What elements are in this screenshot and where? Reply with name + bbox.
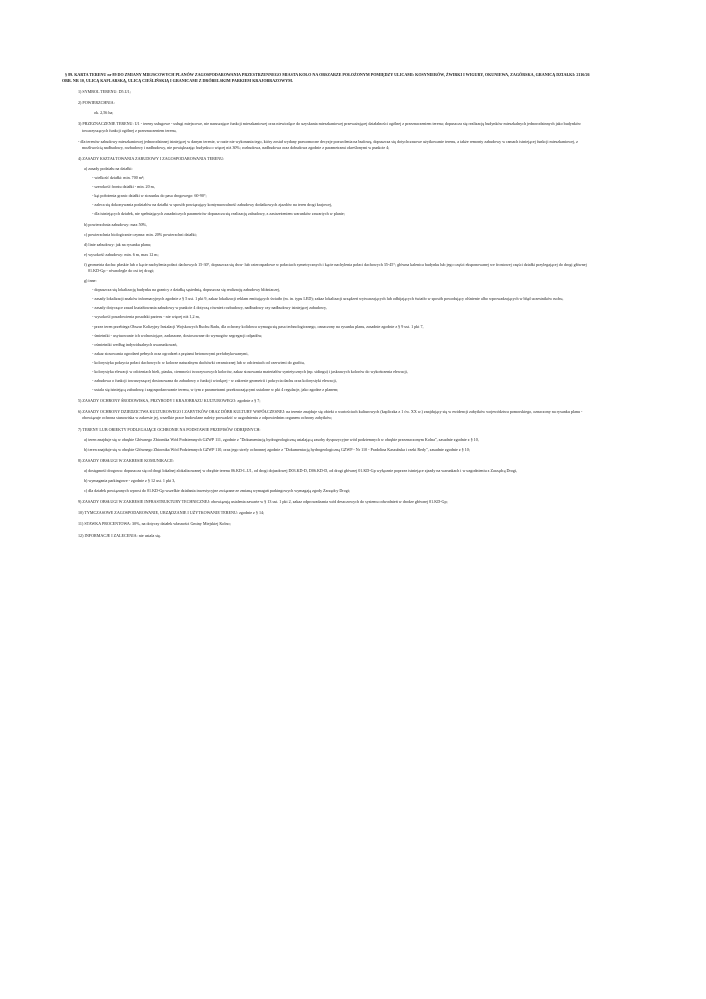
section-area-value: ok. 2,56 ha; xyxy=(94,110,114,116)
section-symbol: 1) SYMBOL TERENU: D5.U1; xyxy=(78,89,131,95)
transport-item: b) wymagania parkingowe - zgodnie z § 12 ust. 1 pkt 3, xyxy=(84,478,176,484)
section-purpose: 3) PRZEZNACZENIE TERENU: U1 - tereny usługowe - usługi miejscowe, nie naruszające funkcji mieszkaniowej oraz niewiodące do uzyskania mieszkaniowej przeważającej działalności ogólnej z przeznaczeniem terenu; dopuszcza się realizację budynków mieszkalnych jednorodzinnych jako budynków towarzyszących funkcji ogólnej z przeznaczeniem terenu, xyxy=(78,121,581,133)
section-rate: 11) STAWKA PROCENTOWA: 30%, na dotyczy działek własności Gminy Miejskiej Kolno; xyxy=(78,521,231,527)
transport-item: a) dostępność drogowa: dopuszcza się od drogi lokalnej zlokalizowanej w obrębie terenu 06.KD-L.U1, od drogi dojazdowej D03.KD-D, D06.KD-D, od drogi głównej 01.KD-Gp wyłącznie poprzez istniejące zjazdy na warunkach i w uzgodnieniu z Zarządcą Drogi, xyxy=(84,467,518,473)
plot-division-item: - wielkość działki: min. 700 m²; xyxy=(92,175,145,181)
rule-roof-geometry: f) geometria dachu: płaskie lub o kącie nachylenia połaci dachowych 15-30°, dopuszcza się dwu- lub czterospadowe w połaciach symetrycznych i kącie nachylenia połaci dachowych 35-45°; główna kalenica budynku lub jego części eksponowanej we frontowej części działki przylegającej do drogi głównej 01.KD-Gp - równolegle do osi tej drogi; xyxy=(84,261,587,273)
section-transport: 8) ZASADY OBSŁUGI W ZAKRESIE KOMUNIKACJI: xyxy=(78,457,174,463)
other-rule-item: - śmietniki - usytuowanie ich wolnostojące, zadaszone, dostosowane do wymogów segregacji odpadów, xyxy=(92,332,263,338)
plot-division-item: - szerokość frontu działki - min. 20 m, xyxy=(92,184,155,190)
other-rule-item: - ośmietniki według indywidualnych uwarunkowań, xyxy=(92,341,178,347)
other-rule-item: - kolorystyka pokrycia połaci dachowych: w kolorze naturalnym dachówki ceramicznej lub w odcieniach od czerwieni do grafitu, xyxy=(92,359,305,365)
plot-division-item: - kąt położenia granic działki w stosunku do pasa drogowego: 60-90°; xyxy=(92,193,207,199)
transport-item: c) dla działek powiązanych wprost do 01.KD-Gp wszelkie działania inwestycyjne związane ze zmianą wymagań parkingowych wymagają zgody Zarządcy Drogi; xyxy=(84,488,351,494)
section-information: 12) INFORMACJE I ZALECENIA: nie ustala się. xyxy=(78,532,161,538)
section-development-rules: 4) ZASADY KSZTAŁTOWANIA ZABUDOWY I ZAGOSPODAROWANIA TERENU: xyxy=(78,155,225,161)
rule-building-lines: d) linie zabudowy: jak na rysunku planu; xyxy=(84,241,152,247)
rule-plot-division: a) zasady podziału na działki: xyxy=(84,165,133,171)
section-purpose-note: - dla terenów zabudowy mieszkaniowej jednorodzinnej istniejącej w danym terenie, w razie nie wykonania tego, który został wydany prawomocne decyzje pozwolenia na budowę, dopuszcza się dotychczasowe użytkowanie terenu, a także remonty zabudowy w ramach istniejącej funkcji mieszkaniowej, z możliwością nadbudowy, rozbudowy i nadbudowy, nie powiększając budynku o więcej niż 30%; rozbudowa, nadbudowa oraz dobudowa zgodnie z parametrami określonymi w punkcie 4; xyxy=(78,138,578,150)
protected-area-item: b) teren znajduje się w obrębie Głównego Zbiornika Wód Podziemnych GZWP 110, oraz jego strefy ochronnej zgodnie z "Dokumentacją hydrogeologiczną GZWP - Nr 110 - Pradolina Kaszubska i rzeki Redy", zasadnie zgodnie z § 10; xyxy=(84,446,470,452)
other-rule-item: - zakaz stosowania ogrodzeń pełnych oraz ogrodzeń z prętami betonowymi prefabrykowanymi, xyxy=(92,350,249,356)
protected-area-item: a) teren znajduje się w obrębie Głównego Zbiornika Wód Podziemnych GZWP 111, zgodnie z "Dokumentacją hydrogeologiczną ustalającą zasoby dyspozycyjne wód podziemnych w obrębie przeznaczonym Kolna", zasadnie zgodnie z § 10, xyxy=(84,436,479,442)
document-heading: § 89. KARTA TERENU nr 89 DO ZMIANY MIEJSCOWYCH PLANÓW ZAGOSPODAROWANIA PRZESTRZENNEGO MIASTA KOŁO NA OBSZARZE POŁOŻONYM POMIĘDZY ULICAMI: KOSYNIERÓW, ŻWIRKI I WIGURY, OKUNIEWA, ZAGÓRSKA, GRANICĄ DZIAŁKI: 2116/26 OBR. NR 10, ULICĄ KAFLARSKĄ, ULICĄ CIEŚLIŃSKIĄ I GRANICAMI Z DRÓBELSKIM PARKIEM KRAJOBRAZOWYM. xyxy=(62,72,590,84)
rule-built-area: b) powierzchnia zabudowy: max 50%, xyxy=(84,221,148,227)
section-heritage: 6) ZASADY OCHRONY DZIEDZICTWA KULTUROWEGO I ZABYTKÓW ORAZ DÓBR KULTURY WSPÓŁCZESNEJ: na terenie znajduje się obiekt o wartościach kulturowych (kapliczka z 1 ćw. XX w.) znajdujący się w ewidencji zabytków województwa pomorskiego, oznaczony na rysunku planu - obowiązuje ochrona stanowiska w zakresie jej, wszelkie prace budowlane należy prowadzić w uzgodnieniu z odpowiednim organem ochrony zabytków; xyxy=(78,409,583,421)
other-rule-item: - zasady dotyczące zasad kształtowania zabudowy w punkcie 4 dotyczą również rozbudowy, nadbudowy czy nadbudowy istniejącej zabudowy, xyxy=(92,305,327,311)
other-rule-item: - zabudowa o funkcji towarzyszącej dostosowana do zabudowy o funkcji wiodącej - w zakresie geometrii i pokrycia dachu oraz kolorystyki elewacji, xyxy=(92,378,337,384)
document-body xyxy=(62,72,592,539)
other-rule-item: - dopuszcza się lokalizację budynku na granicy z działką sąsiednią, dopuszcza się realizację zabudowy bliźniaczej, xyxy=(92,287,280,293)
other-rule-item: - przez teren przebiega Obszar Kolizyjny Instalacji Wojskowych Ruchu Radu, dla ochrony kolidowa wymaga się pasa technologicznego, oznaczony na rysunku planu, zasadnie zgodnie z § 9 ust. 1 pkt 7, xyxy=(92,323,424,329)
section-infrastructure: 9) ZASADY OBSŁUGI W ZAKRESIE INFRASTRUKTURY TECHNICZNEJ: obowiązują ustalenia zawarte w § 13 ust. 1 pkt 2, zakaz odprowadzania wód deszczowych do systemu odwodnień w drodze głównej 01.KD-Gp; xyxy=(78,499,448,505)
section-environment: 5) ZASADY OCHRONY ŚRODOWISKA, PRZYRODY I KRAJOBRAZU KULTUROWEGO: zgodnie z § 7; xyxy=(78,398,261,404)
section-protected-areas: 7) TERENY LUB OBIEKTY PODLEGAJĄCE OCHRONIE NA PODSTAWIE PRZEPISÓW ODRĘBNYCH: xyxy=(78,426,261,432)
other-rule-item: - kolorystyka elewacji w odcieniach bieli, piasku, ciemności tworzywowych kolorów, zakaz stosowania materiałów syntetycznych (np. sidingu) i jaskrawych kolorów do wykończenia elewacji, xyxy=(92,369,408,374)
other-rule-item: - wysokość posadowienia posadzki parteru - nie więcej niż 1,2 m, xyxy=(92,314,200,320)
other-rule-item: - zasady lokalizacji znaków informacyjnych zgodnie z § 5 ust. 1 pkt 9, zakaz lokalizacji reklam emitujących światło (m. in. typu LED); zakaz lokalizacji urządzeń wytwarzających lub odbijających światło w sposób powodujący olśnienie albo wprowadzających w błąd uczestników ruchu, xyxy=(92,296,564,302)
section-area: 2) POWIERZCHNIA: xyxy=(78,100,115,106)
rule-other: g) inne: xyxy=(84,278,97,284)
other-rule-item: - ustala się istniejącą zabudowę i zagospodarowanie terenu, w tym z parametrami przekraczającymi ustalone w pkt 4 regulacje, jako zgodne z planem; xyxy=(92,387,339,393)
section-temporary-use: 10) TYMCZASOWE ZAGOSPODAROWANIE, URZĄDZANIE I UŻYTKOWANIE TERENU: zgodnie z § 14; xyxy=(78,510,265,516)
rule-building-height: e) wysokość zabudowy: min. 6 m, max 12 m; xyxy=(84,251,159,257)
plot-division-item: - zaleca się dokonywania podziałów na działki w sposób powiązujący kontynuowalność zabudowy dodatkowych zjazdów na teren drogi krajowej, xyxy=(92,202,333,208)
plot-division-item: - dla istniejących działek, nie spełniających zasadniczych parametrów dopuszcza się realizację zabudowy, z zastrzeżeniem warunków zawartych w planie; xyxy=(92,211,345,217)
rule-biological-area: c) powierzchnia biologicznie czynna: min. 20% powierzchni działki; xyxy=(84,231,197,237)
